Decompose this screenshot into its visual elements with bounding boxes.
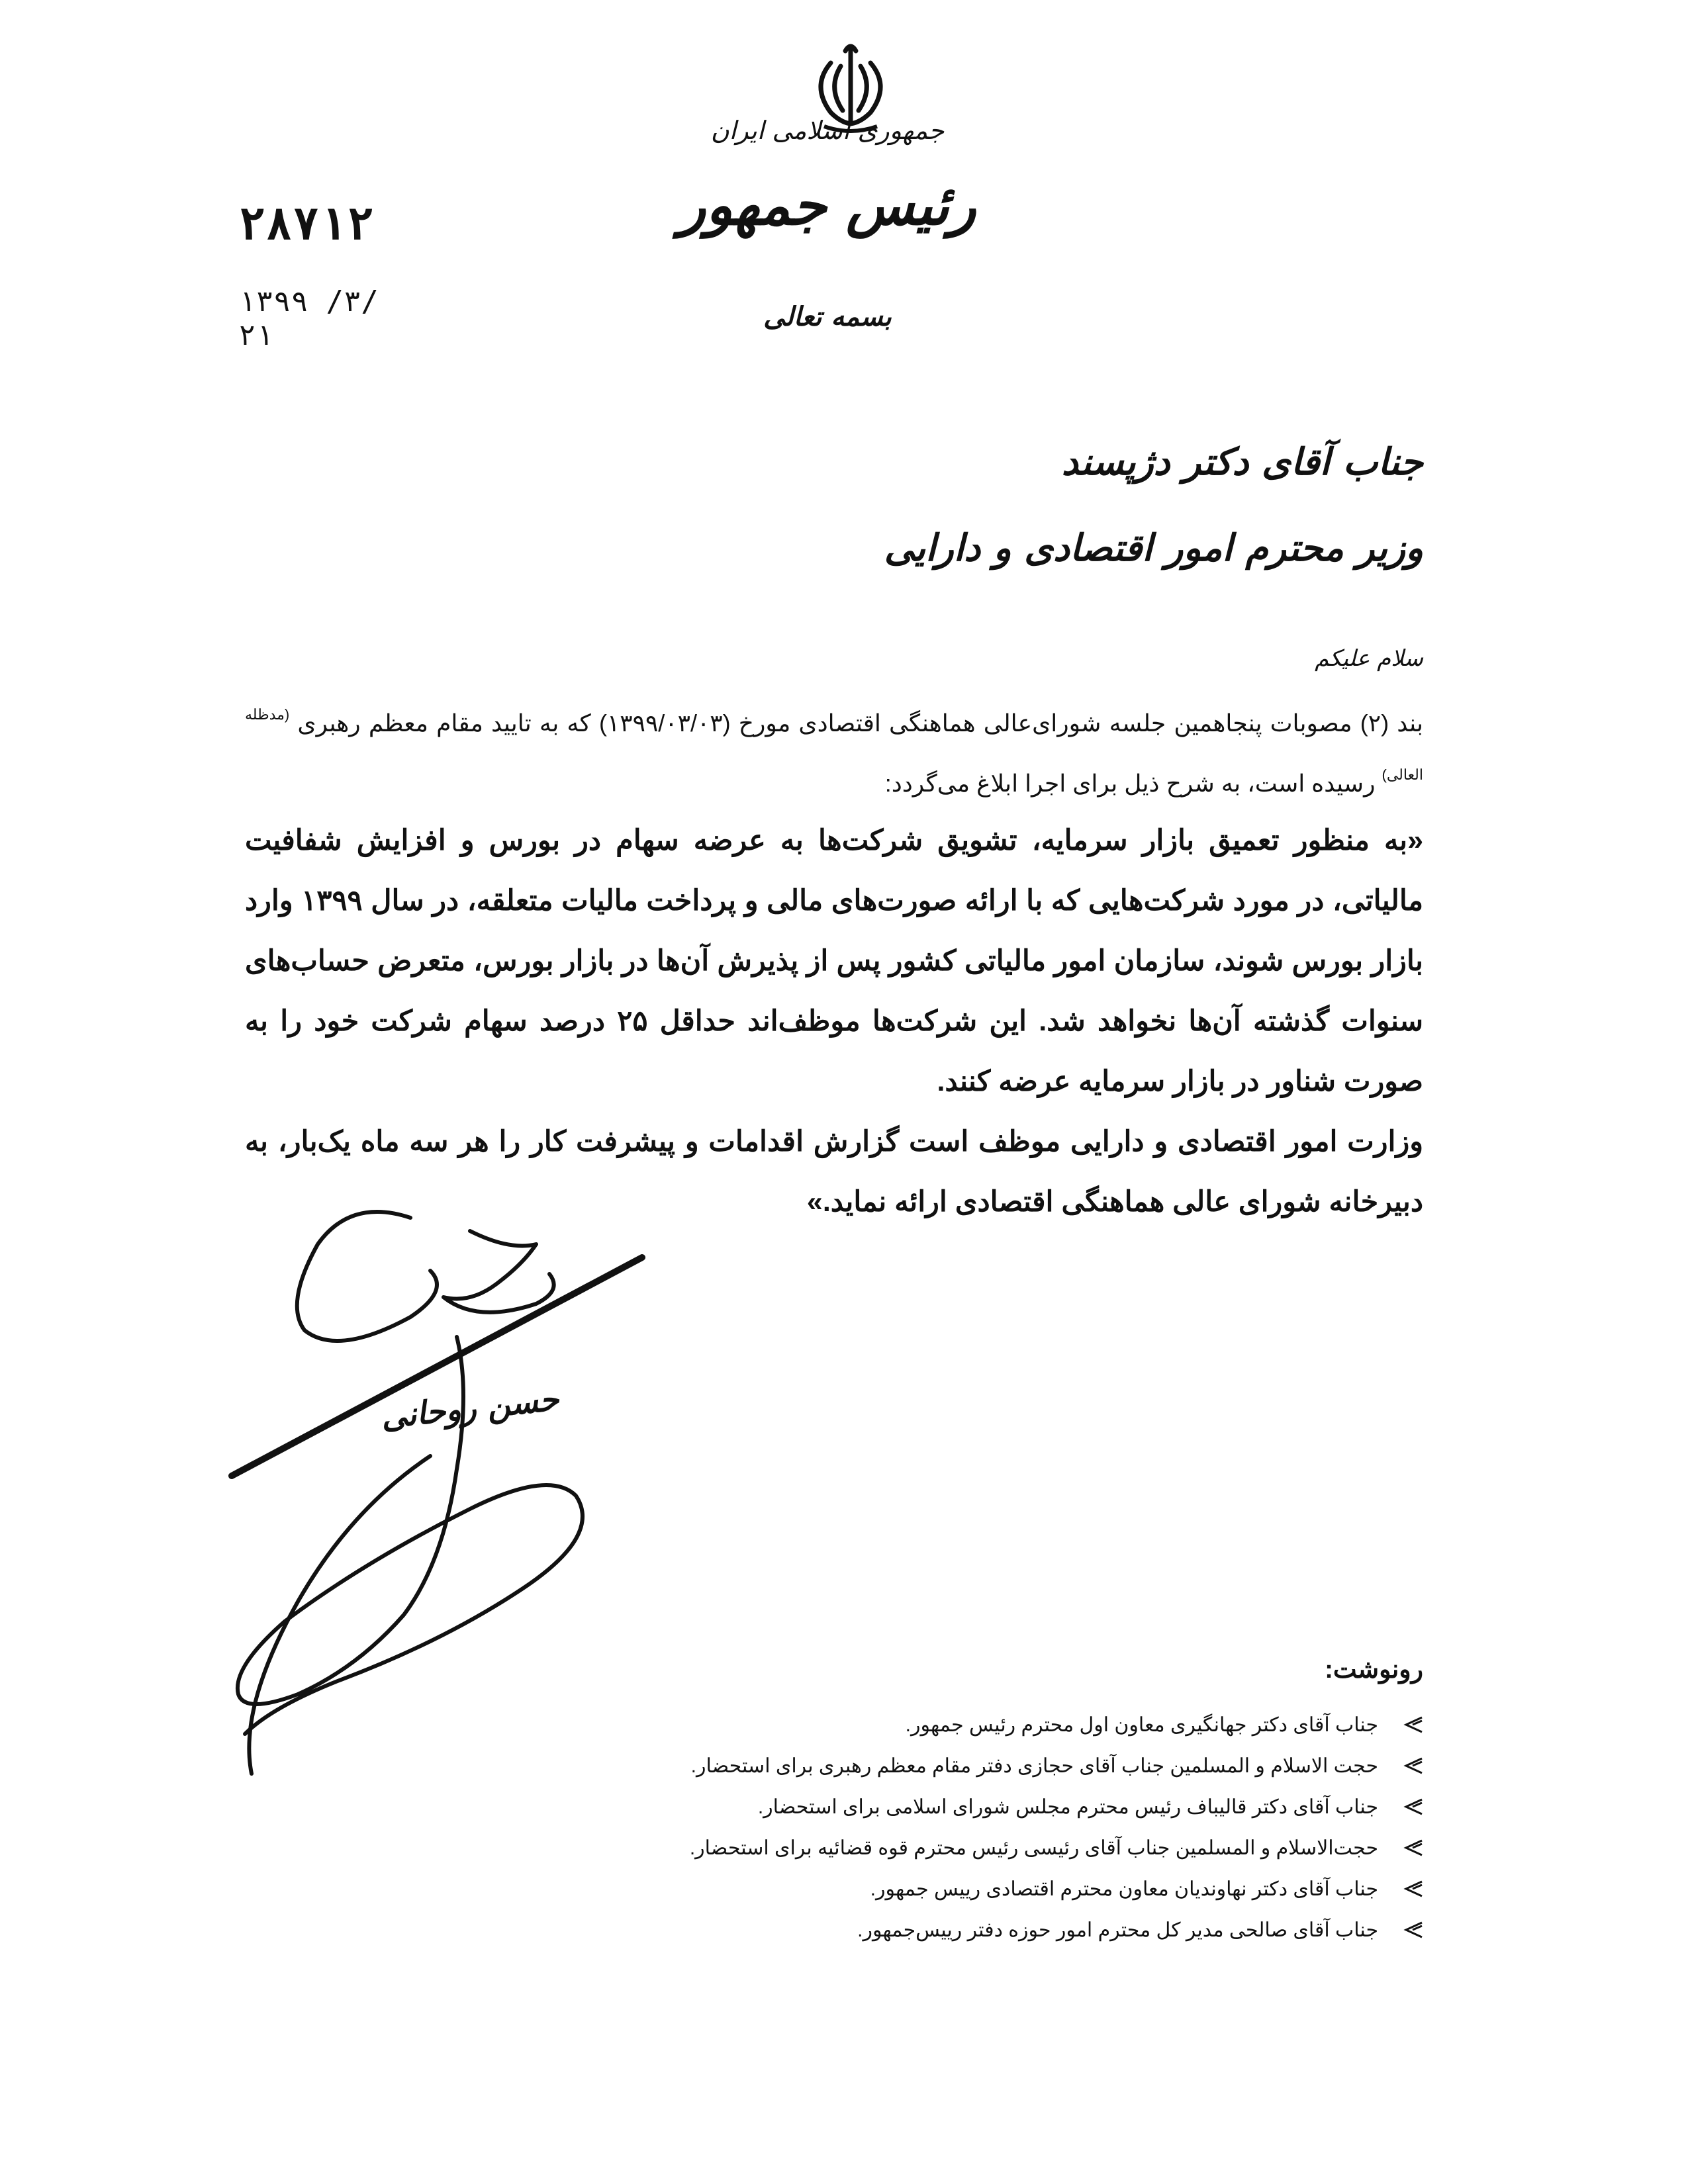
checkmark-arrow-icon bbox=[1403, 1921, 1423, 1939]
letter-date: ۱۳۹۹ /۳/ ۲۱ bbox=[238, 285, 379, 352]
cc-item bbox=[430, 1745, 1423, 1786]
cc-item bbox=[430, 1827, 1423, 1868]
header-invocation: بسمه تعالی bbox=[763, 301, 892, 332]
header-country: جمهوری اسلامی ایران bbox=[710, 116, 945, 145]
addressee-title: وزیر محترم امور اقتصادی و دارایی bbox=[884, 526, 1423, 570]
cc-item-text: جناب آقای صالحی مدیر کل محترم امور حوزه دفتر رییس‌جمهور. bbox=[857, 1919, 1378, 1941]
checkmark-arrow-icon bbox=[1403, 1839, 1423, 1857]
cc-item-text: جناب آقای دکتر قالیباف رئیس محترم مجلس شورای اسلامی برای استحضار. bbox=[757, 1796, 1378, 1818]
intro-paragraph bbox=[245, 695, 1423, 815]
cc-item bbox=[430, 1909, 1423, 1950]
cc-item bbox=[430, 1868, 1423, 1909]
checkmark-arrow-icon bbox=[1403, 1880, 1423, 1898]
letter-number: ۲۸۷۱۲ bbox=[238, 199, 374, 251]
cc-item bbox=[430, 1704, 1423, 1745]
checkmark-arrow-icon bbox=[1403, 1715, 1423, 1734]
resolution-paragraph-1: «به منظور تعمیق بازار سرمایه، تشویق شرکت‌ها به عرضه سهام در بورس و افزایش شفافیت مالیاتی، در مورد شرکت‌هایی که با ارائه صورت‌های مالی و پرداخت مالیات متعلقه، در سال ۱۳۹۹ وارد بازار بورس شوند، سازمان امور مالیاتی کشور پس از پذیرش آن‌ها در بازار بورس، متعرض حساب‌های سنوات گذشته آن‌ها نخواهد شد. این شرکت‌ها موظف‌اند حداقل ۲۵ درصد سهام شرکت خود را به صورت شناور در بازار سرمایه عرضه کنند. bbox=[245, 825, 1423, 1097]
signer-name: حسن روحانی bbox=[379, 1381, 561, 1436]
cc-item bbox=[430, 1786, 1423, 1827]
checkmark-arrow-icon bbox=[1403, 1797, 1423, 1816]
checkmark-arrow-icon bbox=[1403, 1756, 1423, 1775]
cc-list bbox=[430, 1704, 1423, 1950]
addressee-name: جناب آقای دکتر دژپسند bbox=[1061, 440, 1423, 484]
cc-item-text: جناب آقای دکتر نهاوندیان معاون محترم اقتصادی رییس جمهور. bbox=[870, 1878, 1378, 1900]
cc-item-text: حجت‌الاسلام و المسلمین جناب آقای رئیسی رئیس محترم قوه قضائیه برای استحضار. bbox=[689, 1837, 1378, 1859]
resolution-paragraph-2: وزارت امور اقتصادی و دارایی موظف است گزارش اقدامات و پیشرفت کار را هر سه ماه یک‌بار، به دبیرخانه شورای عالی هماهنگی اقتصادی ارائه نماید.» bbox=[245, 1126, 1423, 1218]
salutation: سلام علیکم bbox=[1315, 645, 1423, 672]
cc-item-text: حجت الاسلام و المسلمین جناب آقای حجازی دفتر مقام معظم رهبری برای استحضار. bbox=[690, 1754, 1378, 1777]
intro-part2: رسیده است، به شرح ذیل برای اجرا ابلاغ می‌گردد: bbox=[884, 770, 1376, 797]
header-office: رئیس جمهور bbox=[679, 172, 976, 238]
intro-honorific: (مدظله العالی) bbox=[245, 706, 1423, 783]
cc-item-text: جناب آقای دکتر جهانگیری معاون اول محترم رئیس جمهور. bbox=[905, 1713, 1378, 1736]
intro-part1: بند (۲) مصوبات پنجاهمین جلسه شورای‌عالی هماهنگی اقتصادی مورخ (۱۳۹۹/۰۳/۰۳) که به تایید مقام معظم رهبری bbox=[297, 709, 1423, 737]
resolution-block bbox=[245, 811, 1423, 1232]
cc-heading: رونوشت: bbox=[1325, 1656, 1423, 1684]
